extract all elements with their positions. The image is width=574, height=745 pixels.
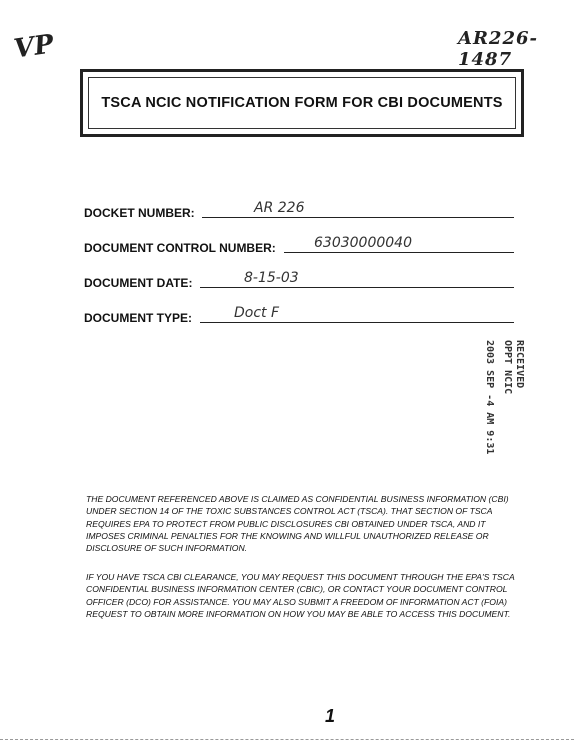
docket-number-label: DOCKET NUMBER: (84, 206, 195, 220)
document-date-value: 8-15-03 (244, 270, 299, 286)
docket-number-row (84, 198, 514, 220)
document-control-number-line (284, 252, 514, 253)
document-date-label: DOCUMENT DATE: (84, 276, 193, 290)
docket-number-value: AR 226 (254, 200, 305, 216)
document-type-row (84, 303, 514, 325)
docket-number-line (202, 217, 514, 218)
received-stamp (480, 340, 530, 460)
form-title-frame (80, 69, 524, 137)
corner-handwritten-mark: VP (12, 29, 56, 65)
document-control-number-label: DOCUMENT CONTROL NUMBER: (84, 241, 276, 255)
handwritten-document-id: AR226-1487 (458, 28, 538, 70)
page-number: 1 (325, 706, 336, 726)
document-control-number-row (84, 233, 514, 255)
document-date-row (84, 268, 514, 290)
stamp-office: OPPT NCIC (502, 340, 513, 395)
bottom-rule (0, 739, 574, 740)
document-type-value: Doct F (234, 305, 280, 321)
document-type-label: DOCUMENT TYPE: (84, 311, 192, 325)
access-instructions-paragraph: IF YOU HAVE TSCA CBI CLEARANCE, YOU MAY REQUEST THIS DOCUMENT THROUGH THE EPA'S TSCA CONFIDENTIAL BUSINESS INFORMATION CENTER (CBIC), OR CONTACT YOUR DOCUMENT CONTROL OFFICER (DCO) FOR ASSISTANCE. YOU MAY ALSO SUBMIT A FREEDOM OF INFORMATION ACT (FOIA) REQUEST TO OBTAIN MORE INFORMATION ON HOW YOU MAY BE ABLE TO ACCESS THIS DOCUMENT. (86, 572, 515, 619)
document-date-line (200, 287, 514, 288)
document-type-line (200, 322, 514, 323)
cbi-notice-paragraph: THE DOCUMENT REFERENCED ABOVE IS CLAIMED AS CONFIDENTIAL BUSINESS INFORMATION (CBI) UNDER SECTION 14 OF THE TOXIC SUBSTANCES CONTROL ACT (TSCA). THAT SECTION OF TSCA REQUIRES EPA TO PROTECT FROM PUBLIC DISCLOSURES CBI OBTAINED UNDER TSCA, AND IT IMPOSES CRIMINAL PENALTIES FOR THE KNOWING AND WILLFUL UNAUTHORIZED RELEASE OR DISCLOSURE OF SUCH INFORMATION. (86, 494, 509, 554)
stamp-datetime: 2003 SEP -4 AM 9:31 (484, 340, 495, 455)
document-control-number-value: 63030000040 (314, 235, 412, 251)
stamp-received: RECEIVED (514, 340, 525, 389)
form-title: TSCA NCIC NOTIFICATION FORM FOR CBI DOCUMENTS (101, 95, 503, 111)
